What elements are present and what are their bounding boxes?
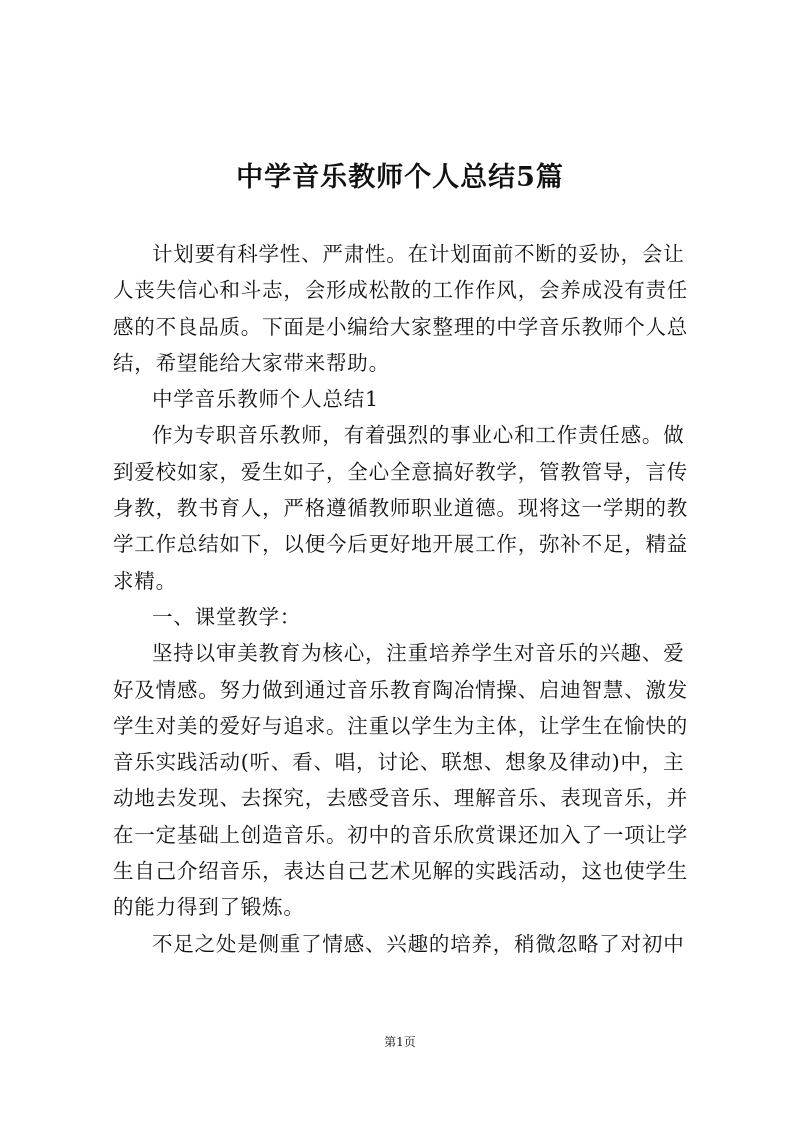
body-line: 学工作总结如下，以便今后更好地开展工作，弥补不足，精益 xyxy=(113,532,689,557)
body-line: 计划要有科学性、严肃性。在计划面前不断的妥协，会让 xyxy=(152,242,685,266)
body-line: 音乐实践活动(听、看、唱，讨论、联想、想象及律动)中，主 xyxy=(113,750,685,775)
body-line: 求精。 xyxy=(113,568,177,593)
body-line: 学生对美的爱好与追求。注重以学生为主体，让学生在愉快的 xyxy=(113,713,689,738)
body-line: 到爱校如家，爱生如子，全心全意搞好教学，管教管导，言传 xyxy=(113,459,689,484)
subsection-heading: 一、课堂教学： xyxy=(152,604,302,629)
page-number: 第1页 xyxy=(384,1035,416,1049)
body-line: 在一定基础上创造音乐。初中的音乐欣赏课还加入了一项让学 xyxy=(113,822,689,847)
body-line: 的能力得到了锻炼。 xyxy=(113,895,305,920)
body-line: 作为专职音乐教师，有着强烈的事业心和工作责任感。做 xyxy=(152,423,685,448)
body-line: 生自己介绍音乐，表达自己艺术见解的实践活动，这也使学生 xyxy=(113,859,689,884)
body-line: 身教，教书育人，严格遵循教师职业道德。现将这一学期的教 xyxy=(113,496,689,521)
body-line: 坚持以审美教育为核心，注重培养学生对音乐的兴趣、爱 xyxy=(152,641,685,666)
body-line: 人丧失信心和斗志，会形成松散的工作作风，会养成没有责任 xyxy=(113,278,689,303)
body-line: 感的不良品质。下面是小编给大家整理的中学音乐教师个人总 xyxy=(113,314,689,339)
section-heading: 中学音乐教师个人总结1 xyxy=(152,387,379,412)
body-line: 好及情感。努力做到通过音乐教育陶冶情操、启迪智慧、激发 xyxy=(113,677,689,702)
body-line: 动地去发现、去探究，去感受音乐、理解音乐、表现音乐，并 xyxy=(113,786,689,811)
document-title: 中学音乐教师个人总结5篇 xyxy=(236,162,564,193)
body-line: 结，希望能给大家带来帮助。 xyxy=(113,350,390,375)
document-body xyxy=(113,236,693,962)
body-line: 不足之处是侧重了情感、兴趣的培养，稍微忽略了对初中 xyxy=(152,931,685,956)
